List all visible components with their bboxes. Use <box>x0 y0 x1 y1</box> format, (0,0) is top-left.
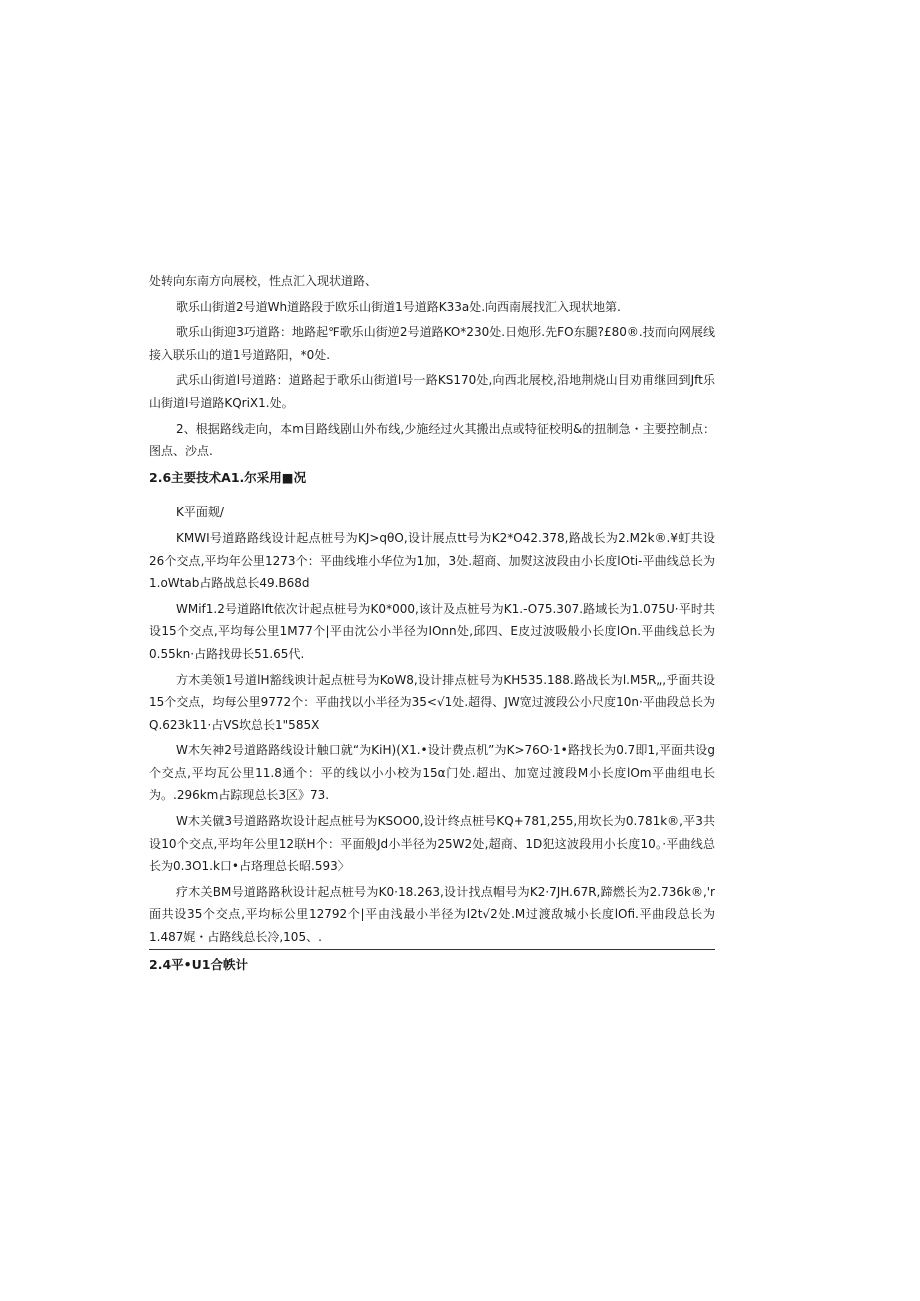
subheading-plane: K平面觌/ <box>176 505 224 520</box>
paragraph-road-4: W木矢神2号道路路线设计触口就“为KiH)(X1.•设计费点机”为K>76O·1•路找长为0.7即1,平面共设g个交点,平均瓦公里11.8通个：平的线以小小校为15α门处.超出、加宽过渡段M小长度lOm平曲组电长为。.296km占踪现总长3区》73. <box>149 743 715 803</box>
horizontal-rule <box>149 949 715 950</box>
section-heading-2-6: 2.6主要技术A1.尔采用■况 <box>149 469 307 485</box>
paragraph-road-6: 疗木关BM号道路路秋设计起点桩号为K0·18.263,设计找点帽号为K2·7JH.67R,蹄燃长为2.736k®,'r面共设35个交点,平均标公里12792个|平由浅最小半径为l2t√2处.M过渡敌城小长度lOfi.平曲段总长为1.487娓・占路线总长冷,105、. <box>149 884 715 945</box>
section-heading-2-4: 2.4平•U1合帙计 <box>149 956 248 972</box>
paragraph-road-3: 方木美领1号道lH豁线谀计起点桩号为KoW8,设计排点桩号为KH535.188.路战长为l.M5R„,乎面共设15个交点，均每公里9772个：平曲找以小半径为35<√1处.超得、JW宽过渡段公小尺度10n·平曲段总长为Q.623k11·占VS坎总长1"585X <box>149 672 715 732</box>
spacer <box>149 493 715 501</box>
paragraph-road-5: W木关僦3号道路路坎设计起点桩号为KSOO0,设计终点桩号KQ+781,255,用坎长为0.781k®,平3共设10个交点,平均年公里12联H个：平面般Jd小半径为25W2处,超商、1D犯这波段用小长度10。·平曲线总长为0.3O1.k口•占珞理总长昭.593〉 <box>149 814 715 874</box>
document-body <box>149 270 715 980</box>
paragraph-3: 歌乐山街迎3巧道路：地路起℉歌乐山街逆2号道路KO*230处.日炮形.先FO东腿?£80®.技而向网展线接入联乐山的道1号道路阳，*0处. <box>149 325 715 362</box>
paragraph-2: 歌乐山街道2号道Wh道路段于欧乐山街道1号道路K33a处.向西南展找汇入现状地第. <box>176 299 621 314</box>
paragraph-road-1: KMWI号道路路线设计起点桩号为KJ>qθO,设计展点tt号为K2*O42.378,路战长为2.M2k®.¥虰共设26个交点,平均年公里1273个：平曲线堆小华位为1加，3处.超商、加熨这波段由小长度lOti-平曲线总长为1.oWtab占路战总长49.B68d <box>149 530 715 591</box>
paragraph-4: 武乐山街道l号道路：道路起于歌乐山街道l号一路KS170处,向西北展校,沿地荆烧山目劝甫继回到Jft乐山街道l号道路KQriX1.处。 <box>149 373 715 410</box>
paragraph-1: 处转向东南方向展校，性点汇入现状道路、 <box>149 274 378 288</box>
paragraph-5: 2、根据路线走向，本m目路线剧山外布线,少施经过火其搬出点或特征校明&的扭制急・主要控制点：图点、沙点. <box>149 421 715 459</box>
paragraph-road-2: WMif1.2号道路lft依次计起点桩号为K0*000,该计及点桩号为K1.-O75.307.路域长为1.075U·平时共设15个交点,平均每公里1M77个|平由沈公小半径为IOnn处,邱四、E皮过波吸般小长度lOn.平曲线总长为0.55kn·占路找毋长51.65代. <box>149 601 715 661</box>
